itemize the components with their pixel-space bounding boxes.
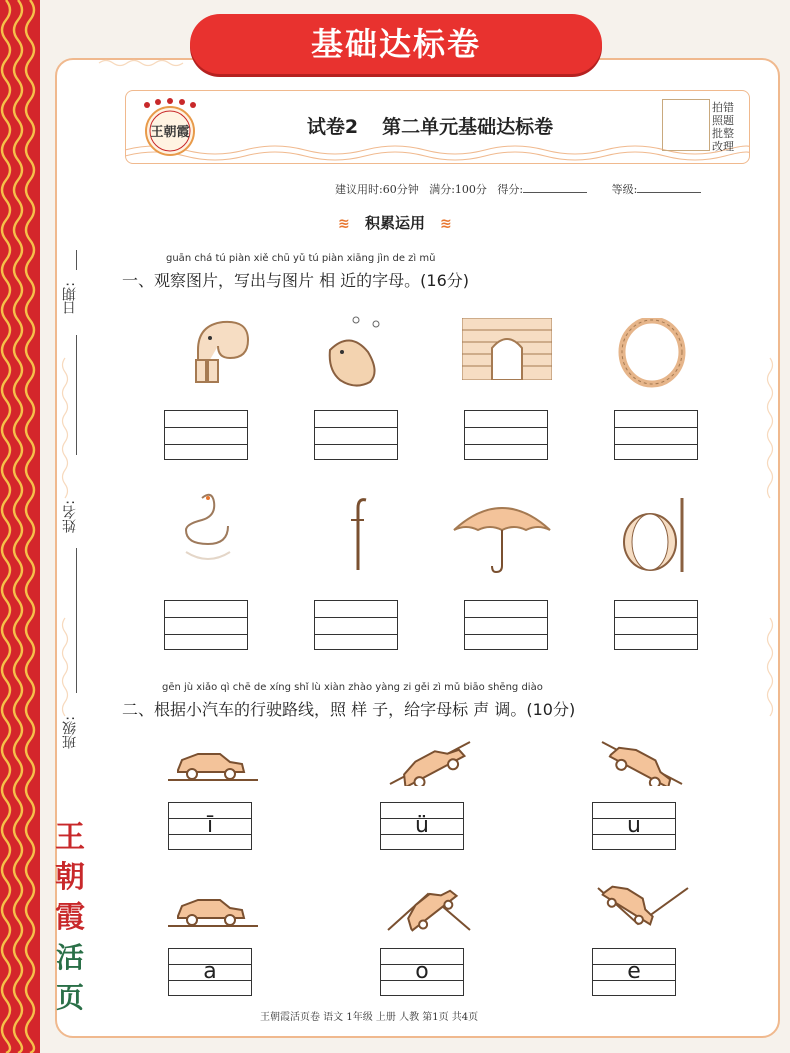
- grade-field[interactable]: [637, 183, 701, 193]
- q1-text: 一、观察图片，写出与图片 相 近的字母。(16分): [122, 271, 470, 290]
- q1-pinyin: guān chá tú piàn xiě chū yǔ tú piàn xiāng jìn de zì mǔ: [166, 253, 436, 264]
- banner-title: 基础达标卷: [190, 14, 602, 74]
- tone-letter: a: [203, 959, 217, 984]
- tone-grid[interactable]: [168, 948, 252, 996]
- test-name: 第二单元基础达标卷: [382, 116, 554, 138]
- tone-letter: o: [415, 959, 429, 984]
- walking-stick-picture: [346, 494, 370, 574]
- answer-grid[interactable]: [164, 410, 248, 460]
- q2-pinyin: gēn jù xiǎo qì chē de xíng shǐ lù xiàn zhào yàng zi gěi zì mǔ biāo shēng diào: [162, 682, 543, 693]
- page-footer: 王朝霞活页卷 语文 1年级 上册 人教 第1页 共4页: [260, 1012, 479, 1023]
- test-number: 试卷2: [306, 116, 359, 138]
- score-box-line: 改理: [712, 140, 734, 153]
- date-label: 日期:: [62, 282, 78, 315]
- suggested-time: 建议用时:60分钟: [335, 183, 419, 196]
- logo-badge: [135, 97, 205, 157]
- car-downhill-picture: [598, 736, 688, 786]
- brand-char: 王: [55, 820, 85, 855]
- score-box-text: [712, 101, 748, 153]
- goldfish-picture: [320, 310, 390, 390]
- answer-grid[interactable]: [314, 600, 398, 650]
- wave-right-icon: ≋: [440, 216, 452, 232]
- brand-char: 霞: [55, 900, 85, 935]
- tone-grid[interactable]: [380, 948, 464, 996]
- score-box-line: 照题: [712, 114, 734, 127]
- score-box: [662, 99, 710, 151]
- grade-label: 等级:: [611, 183, 638, 196]
- meta-row: [335, 181, 701, 197]
- answer-grid[interactable]: [314, 410, 398, 460]
- tone-grid[interactable]: [592, 948, 676, 996]
- score-label: 得分:: [497, 183, 524, 196]
- car-flat-picture: [168, 740, 258, 784]
- logo-text: 王朝霞: [150, 125, 190, 140]
- answer-grid[interactable]: [464, 410, 548, 460]
- tone-grid[interactable]: [380, 802, 464, 850]
- tone-grid[interactable]: [592, 802, 676, 850]
- test-title: [220, 112, 640, 139]
- car-fall-rise-picture: [594, 878, 690, 934]
- class-label: 班级:: [62, 716, 78, 749]
- answer-grid[interactable]: [614, 600, 698, 650]
- name-line: [76, 548, 77, 693]
- score-box-line: 拍错: [712, 101, 734, 114]
- tone-letter: ī: [206, 813, 214, 838]
- car-rise-fall-picture: [384, 880, 474, 932]
- name-label: 姓名:: [62, 500, 78, 533]
- swan-picture: [172, 486, 242, 572]
- elephant-picture: [178, 310, 258, 390]
- tone-letter: e: [627, 959, 641, 984]
- answer-grid[interactable]: [614, 410, 698, 460]
- brand-char: 朝: [55, 860, 85, 895]
- decorative-wave-strip: [0, 0, 40, 1053]
- tone-grid[interactable]: [168, 802, 252, 850]
- brand-char: 活: [55, 941, 84, 974]
- car-flat-picture: [168, 886, 258, 930]
- full-score: 满分:100分: [429, 183, 487, 196]
- date-line: [76, 335, 77, 455]
- archway-picture: [462, 318, 552, 380]
- umbrella-picture: [452, 494, 552, 574]
- score-box-line: 批整: [712, 127, 734, 140]
- brand-vertical: [52, 818, 88, 1018]
- tone-letter: ü: [415, 813, 429, 838]
- wave-left-icon: ≋: [338, 216, 350, 232]
- drum-picture: [620, 492, 692, 578]
- answer-grid[interactable]: [464, 600, 548, 650]
- score-field[interactable]: [523, 183, 587, 193]
- top-line: [76, 250, 77, 270]
- tone-letter: u: [627, 813, 641, 838]
- q2-text: 二、根据小汽车的行驶路线，照 样 子，给字母标 声 调。(10分): [122, 700, 576, 719]
- car-uphill-picture: [384, 736, 474, 786]
- necklace-picture: [618, 318, 686, 390]
- section-title: 积累运用: [365, 214, 426, 232]
- brand-char: 页: [55, 981, 84, 1014]
- answer-grid[interactable]: [164, 600, 248, 650]
